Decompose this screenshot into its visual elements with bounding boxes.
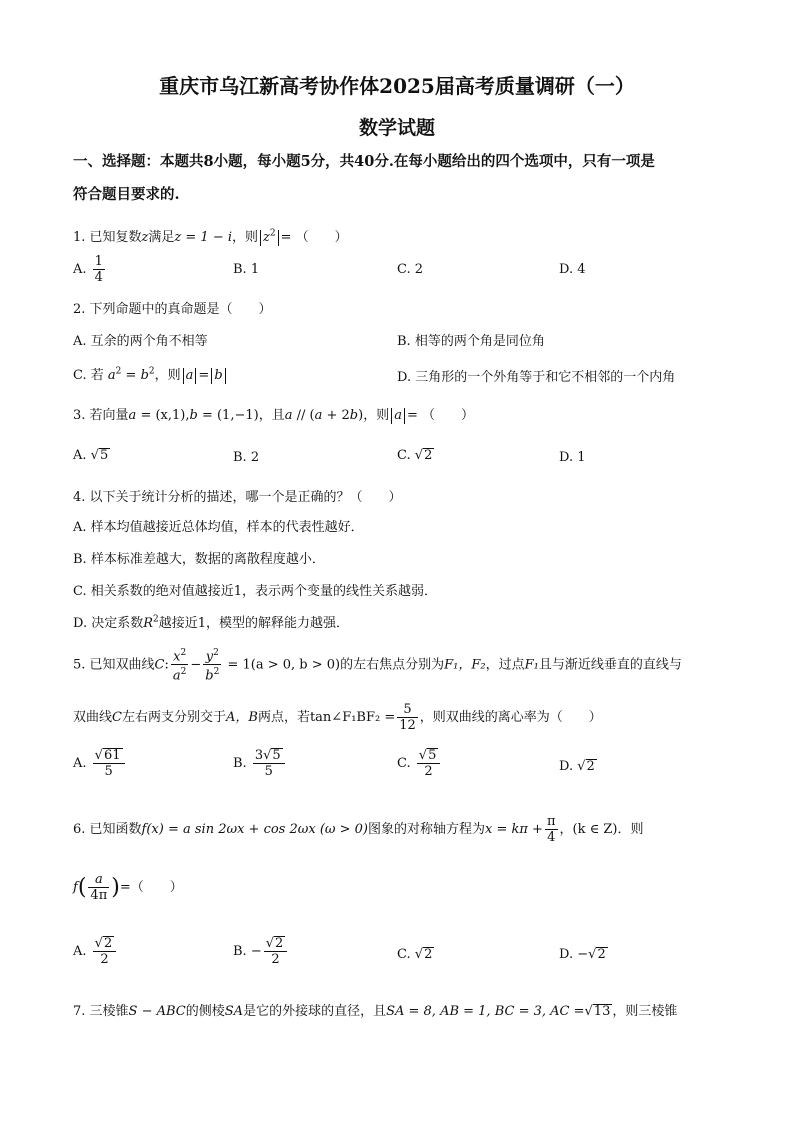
q5-option-b: B. $\frac{3√5}{5}$ [233,748,287,779]
q2-option-a: A. 互余的两个角不相等 [73,334,208,349]
question-6-line2: f( $\frac{a}{4\pi}$ )=（ ） [73,872,183,903]
section-heading-line2: 符合题目要求的. [73,186,180,203]
q6-option-a: A. $\frac{√2}{2}$ [73,936,118,967]
q6-option-c: C. √2 [397,947,433,962]
question-6-stem: 6. 已知函数f(x) = a sin 2ωx + cos 2ωx (ω > 0)图象的对称轴方程为x = kπ + $\frac{\pi}{4}$ ，(k ∈ Z)．则 [73,814,644,845]
q4-option-a: A. 样本均值越接近总体均值，样本的代表性越好． [73,520,364,535]
question-5-line2: 双曲线C左右两支分别交于A，B两点，若tan∠F₁BF₂ = $\frac{5}{12}$ ，则双曲线的离心率为（ ） [73,702,602,733]
q1-option-b: B. 1 [233,262,260,277]
section-heading-line1: 一、选择题：本题共8小题，每小题5分，共40分.在每小题给出的四个选项中，只有一项是 [73,153,655,170]
q4-option-c: C. 相关系数的绝对值越接近1，表示两个变量的线性关系越弱． [73,584,438,599]
q3-option-a: A. √5 [73,448,109,463]
question-4-stem: 4. 以下关于统计分析的描述，哪一个是正确的？（ ） [73,490,402,505]
q4-option-d: D. 决定系数$R^2$越接近1，模型的解释能力越强． [73,614,350,631]
q5-option-a: A. $\frac{√61}{5}$ [73,748,127,779]
question-7-stem: 7. 三棱锥S − ABC的侧棱SA是它的外接球的直径，且SA = 8, AB = 1, BC = 3, AC =√13 ，则三棱锥 [73,1004,678,1019]
q6-option-b: B. − $\frac{√2}{2}$ [233,936,289,967]
q2-option-d: D. 三角形的一个外角等于和它不相邻的一个内角 [397,370,676,385]
question-2-stem: 2. 下列命题中的真命题是（ ） [73,302,272,317]
q3-option-b: B. 2 [233,450,260,465]
q1-option-a: A. $\frac{1}{4}$ [73,254,103,285]
page-title: 重庆市乌江新高考协作体2025届高考质量调研（一） [159,74,635,98]
q2-option-b: B. 相等的两个角是同位角 [397,334,545,349]
q1-option-d: D. 4 [559,262,586,277]
q5-option-d: D. √2 [559,759,595,774]
question-1-stem: 1. 已知复数z满足z = 1 − i，则 $z^2$ = （ ） [73,228,348,245]
page-subtitle: 数学试题 [358,117,435,139]
q1-option-c: C. 2 [397,262,424,277]
question-3-stem: 3. 若向量a = (x,1),b = (1,−1)，且a // (a + 2b)，则 a = （ ） [73,408,475,423]
q6-option-d: D. −√2 [559,947,606,962]
question-5-stem: 5. 已知双曲线C: $\frac{x^2}{a^2}$ − $\frac{y^2}{b^2}$ = 1(a > 0, b > 0)的左右焦点分别为F₁，F₂，过点F₁且与渐近线垂直的直线与 [73,648,682,684]
q2-option-c: C. 若 $a^2 = b^2$，则 a = b [73,364,228,384]
q5-option-c: C. $\frac{√5}{2}$ [397,748,442,779]
q3-option-d: D. 1 [559,450,586,465]
q4-option-b: B. 样本标准差越大，数据的离散程度越小． [73,552,325,567]
q3-option-c: C. √2 [397,448,433,463]
